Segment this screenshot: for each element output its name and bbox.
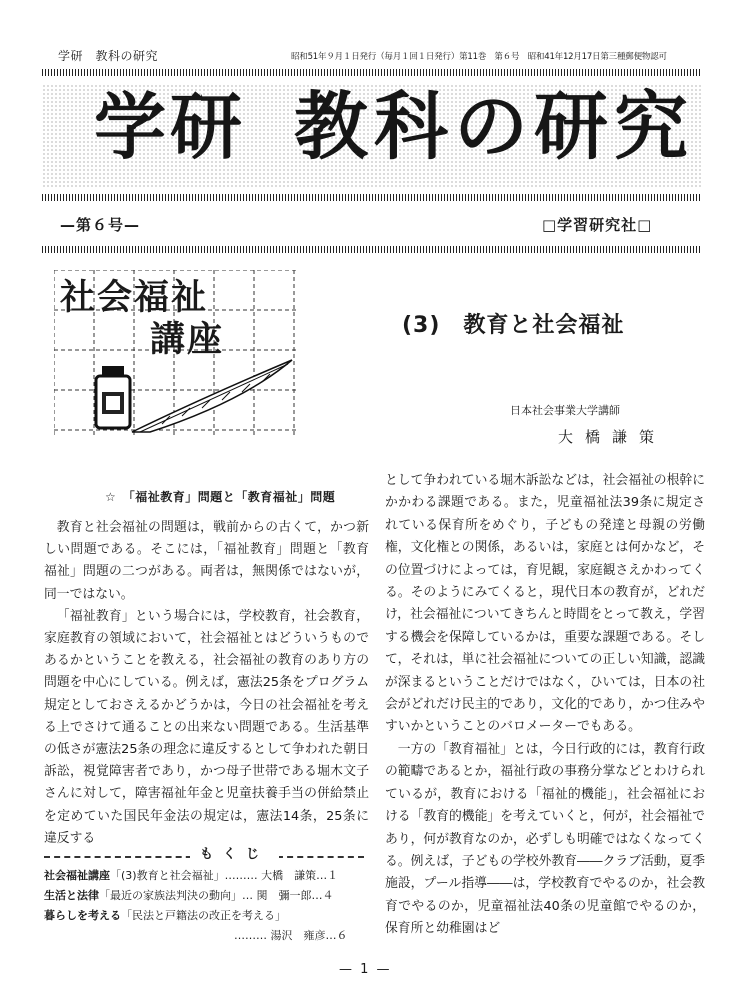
toc-item-label: 社会福祉講座 xyxy=(44,869,110,882)
toc-heading: もくじ xyxy=(190,843,279,862)
header-rule xyxy=(42,69,702,76)
series-title-line1: 社会福祉 xyxy=(60,277,209,318)
issue-number: —第６号— xyxy=(60,216,141,234)
toc-item-text: 「民法と戸籍法の改正を考える」 xyxy=(121,909,286,922)
toc-item[interactable] xyxy=(44,906,369,926)
masthead-rule xyxy=(42,194,702,201)
series-name: 学研 教科の研究 xyxy=(58,49,159,63)
body-paragraph: 一方の「教育福祉」とは，今日行政的には，教育行政の範疇であるとか，福祉行政の事務分掌などとわけられているが，教育における「福祉的機能」，社会福祉における「教育的機能」を考えていくと，何が，社会福祉であり，何が教育なのか，必ずしも明確ではなくなってくる。例えば，子どもの学校外教育――クラブ活動，夏季施設，プール指導――は，学校教育でやるのか，社会教育でやるのか，児童福祉法40条の児童館でやるのか，保育所と幼稚園はど xyxy=(385,741,705,937)
table-of-contents xyxy=(44,866,369,946)
series-title-line2: 講座 xyxy=(150,319,225,360)
article-title: (3) 教育と社会福祉 xyxy=(402,313,625,338)
body-paragraph: 「福祉教育」という場合には，学校教育，社会教育，家庭教育の領域において，社会福祉とはどういうものであるかということを教える，社会福祉の教育のあり方の問題を中心にしている。例えば，憲法25条をプログラム規定としておさえるかどうかは，今日の社会福祉を考える上でさけて通ることの出来ない問題である。生活基準の低さが憲法25条の理念に違反するとして争われた朝日訴訟，視覚障害者であり，かつ母子世帯である堀木文子さんに対して，障害福祉年金と児童扶養手当の併給禁止を定めていた国民年金法の規定は，憲法14条，25条に違反する xyxy=(44,608,369,846)
ink-bottle-and-quill-icon xyxy=(92,358,302,438)
toc-item-label: 生活と法律 xyxy=(44,889,99,902)
masthead-title: 教科の研究 xyxy=(294,84,694,170)
toc-item-text: 「最近の家族法判決の動向」… 関 彌一郎…４ xyxy=(99,889,334,902)
toc-item-label: 暮らしを考える xyxy=(44,909,121,922)
author-affiliation: 日本社会事業大学講師 xyxy=(510,404,620,417)
issue-rule xyxy=(42,246,702,253)
body-column-right xyxy=(385,470,705,941)
series-illustration xyxy=(54,270,298,438)
body-paragraph: 教育と社会福祉の問題は，戦前からの古くて，かつ新しい問題である。そこには，「福祉教育」問題と「教育福祉」問題の二つがある。両者は，無関係ではないが，同一ではない。 xyxy=(44,520,369,602)
toc-item[interactable] xyxy=(44,886,369,906)
publication-info: 昭和51年９月１日発行（毎月１回１日発行）第11巻 第６号 昭和41年12月17日第三種郵便物認可 xyxy=(291,52,667,62)
publisher: □学習研究社□ xyxy=(542,216,653,234)
toc-item-text: 「(3)教育と社会福祉」……… 大橋 謙策…１ xyxy=(110,869,339,882)
page-number: — 1 — xyxy=(339,962,392,977)
toc-item-continuation: ……… 湯沢 雍彦…６ xyxy=(234,929,348,942)
author-name: 大橋謙策 xyxy=(558,428,667,446)
section-heading: ☆ 「福祉教育」問題と「教育福祉」問題 xyxy=(105,490,336,504)
masthead-brand: 学研 xyxy=(94,85,247,169)
masthead xyxy=(42,84,702,188)
toc-item[interactable] xyxy=(44,866,369,886)
body-column-left xyxy=(44,517,369,850)
body-paragraph: として争われている堀木訴訟などは，社会福祉の根幹にかかわる課題である。また，児童福祉法39条に規定されている保育所をめぐり，子どもの発達と母親の労働権，文化権との関係，あるいは，家庭とは何かなど，その位置づけによっては，育児観，家庭観さえかわってくる。そのようにみてくると，現代日本の教育が，どれだけ，社会福祉についてきちんと時間をとって教え，学習する機会を保障しているかは，重要な課題である。そして，それは，単に社会福祉についての正しい知識，認識が深まるということだけではなく，ひいては，日本の社会がどれだけ民主的であり，文化的であり，かつ住みやすいかということのバロメーターでもある。 xyxy=(385,473,705,735)
